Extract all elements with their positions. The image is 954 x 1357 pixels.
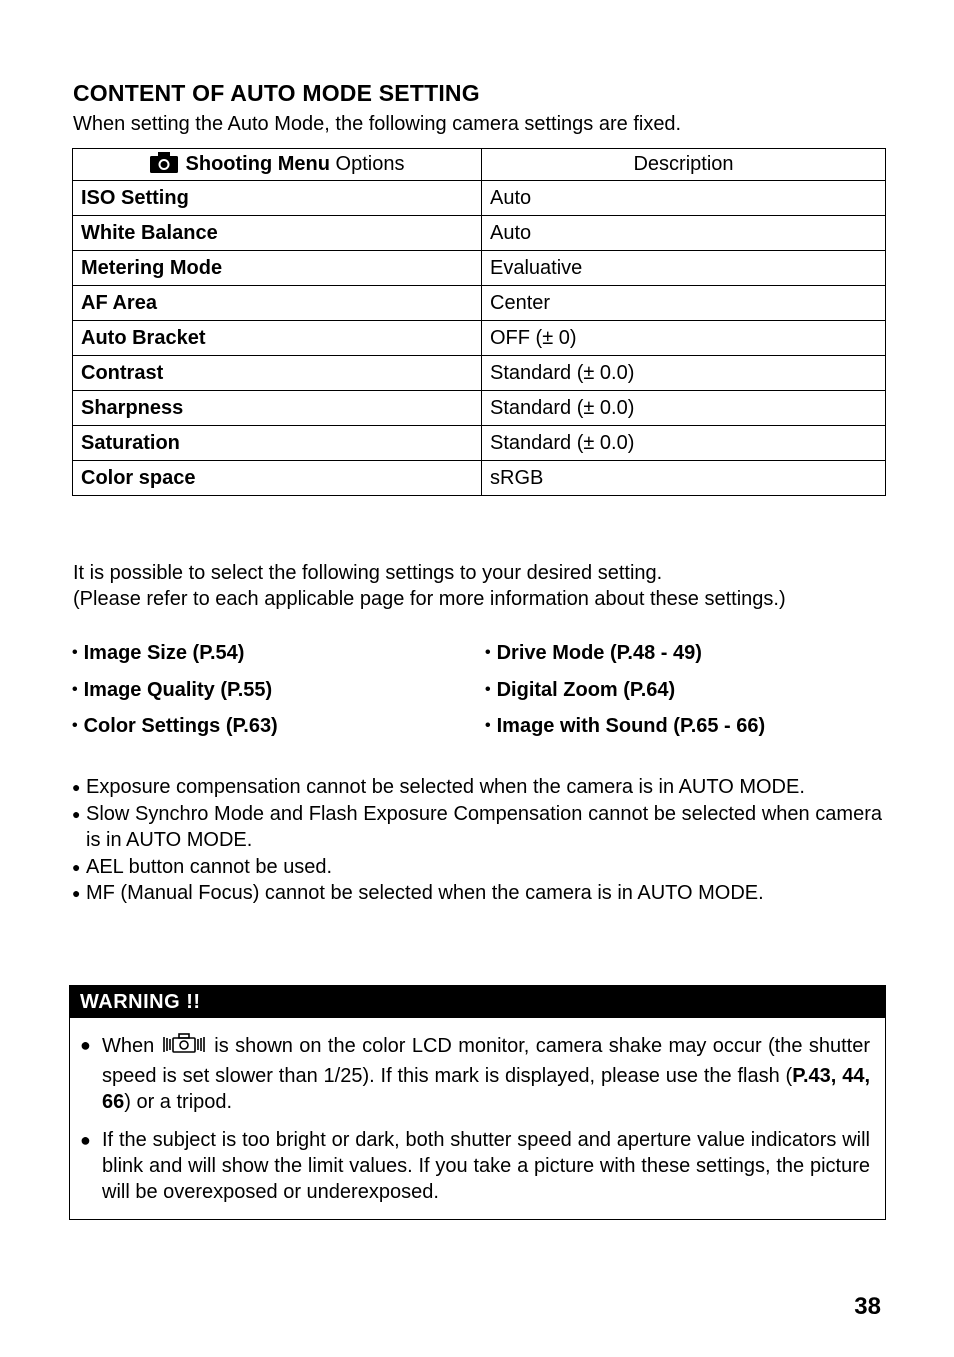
- bullet-icon: ●: [80, 1130, 91, 1150]
- warning-item-text: [102, 1032, 870, 1115]
- table-row: [73, 356, 886, 391]
- note-item: [72, 801, 882, 854]
- table-row: [73, 216, 886, 251]
- note-text: MF (Manual Focus) cannot be selected when the camera is in AUTO MODE.: [86, 882, 764, 904]
- setting-value: Standard (± 0.0): [482, 356, 886, 391]
- note-text: Exposure compensation cannot be selected when the camera is in AUTO MODE.: [86, 776, 805, 798]
- restrictions-notes: [72, 774, 882, 907]
- warning-item: [80, 1127, 870, 1205]
- note-text: Slow Synchro Mode and Flash Exposure Compensation cannot be selected when camera is in AUTO MODE.: [86, 802, 882, 851]
- selectable-intro-line1: It is possible to select the following settings to your desired setting.: [73, 562, 663, 584]
- bullet-icon: •: [72, 644, 78, 661]
- table-header-row: [73, 149, 886, 181]
- setting-name: Color space: [73, 461, 482, 496]
- setting-name: Contrast: [73, 356, 482, 391]
- bullet-icon: ●: [72, 779, 81, 795]
- bullet-icon: •: [72, 717, 78, 734]
- camera-shake-icon: [162, 1032, 208, 1063]
- list-item: [72, 679, 272, 702]
- setting-value: Standard (± 0.0): [482, 426, 886, 461]
- bullet-icon: ●: [72, 885, 81, 901]
- intro-text: When setting the Auto Mode, the following camera settings are fixed.: [73, 113, 682, 135]
- header-shooting-menu: Shooting Menu: [185, 152, 330, 175]
- table-row: [73, 321, 886, 356]
- setting-value: OFF (± 0): [482, 321, 886, 356]
- auto-mode-settings-table: [72, 148, 886, 496]
- header-options: [73, 149, 482, 181]
- setting-value: sRGB: [482, 461, 886, 496]
- bullet-icon: •: [485, 681, 491, 698]
- setting-value: Center: [482, 286, 886, 321]
- note-item: [72, 854, 882, 881]
- table-row: [73, 286, 886, 321]
- list-item-label: Image Quality (P.55): [83, 679, 273, 701]
- table-row: [73, 181, 886, 216]
- setting-name: White Balance: [73, 216, 482, 251]
- warning-text-post: is shown on the color LCD monitor, camera shake may occur (the shutter speed is set slower than 1/25). If this mark is displayed, please use the flash (: [102, 1035, 870, 1087]
- table-row: [73, 251, 886, 286]
- warning-text-pre: When: [102, 1035, 155, 1057]
- bullet-icon: ●: [80, 1035, 91, 1055]
- setting-name: Saturation: [73, 426, 482, 461]
- note-item: [72, 774, 882, 801]
- header-description: Description: [482, 149, 886, 181]
- warning-box: [69, 985, 886, 1220]
- selectable-intro-line2: (Please refer to each applicable page for more information about these settings.): [73, 588, 786, 610]
- list-item-label: Digital Zoom (P.64): [496, 679, 676, 701]
- setting-name: ISO Setting: [73, 181, 482, 216]
- warning-page-ref: P.43, 44, 66: [102, 1065, 871, 1113]
- table-row: [73, 426, 886, 461]
- setting-name: Auto Bracket: [73, 321, 482, 356]
- table-row: [73, 391, 886, 426]
- warning-title: WARNING !!: [70, 986, 885, 1018]
- setting-name: Metering Mode: [73, 251, 482, 286]
- note-text: AEL button cannot be used.: [86, 855, 333, 878]
- bullet-icon: •: [485, 644, 491, 661]
- table-row: [73, 461, 886, 496]
- warning-item-text: If the subject is too bright or dark, both shutter speed and aperture value indicators will blink and will show the limit values. If you take a picture with these settings, the picture will be overexposed or underexposed.: [102, 1129, 870, 1203]
- setting-value: Auto: [482, 216, 886, 251]
- list-item: [72, 642, 244, 665]
- list-item: [72, 715, 278, 738]
- list-item: [485, 715, 765, 738]
- warning-text-end: ) or a tripod.: [124, 1091, 233, 1113]
- warning-item: [80, 1032, 870, 1115]
- list-item-label: Image Size (P.54): [83, 642, 245, 664]
- setting-name: Sharpness: [73, 391, 482, 426]
- bullet-icon: •: [485, 717, 491, 734]
- list-item-label: Color Settings (P.63): [83, 715, 278, 737]
- list-item: [485, 679, 675, 702]
- bullet-icon: ●: [72, 858, 81, 875]
- camera-icon: [150, 151, 178, 179]
- list-item-label: Image with Sound (P.65 - 66): [496, 715, 766, 737]
- bullet-icon: •: [72, 681, 78, 698]
- bullet-icon: ●: [72, 805, 81, 822]
- note-item: [72, 880, 882, 907]
- setting-value: Evaluative: [482, 251, 886, 286]
- list-item: [485, 642, 702, 665]
- page-title: CONTENT OF AUTO MODE SETTING: [73, 80, 480, 106]
- setting-value: Standard (± 0.0): [482, 391, 886, 426]
- page-number: 38: [854, 1293, 881, 1320]
- setting-name: AF Area: [73, 286, 482, 321]
- list-item-label: Drive Mode (P.48 - 49): [496, 642, 702, 664]
- setting-value: Auto: [482, 181, 886, 216]
- header-options-label: Options: [335, 152, 405, 175]
